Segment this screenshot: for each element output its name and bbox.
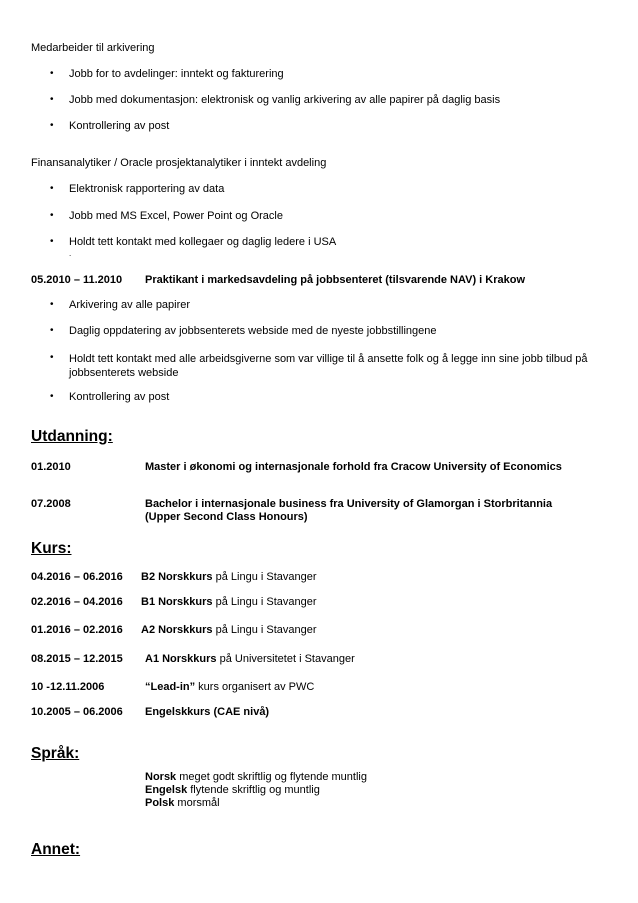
language-name: Norsk [145,771,177,783]
job1-title: Medarbeider til arkivering [31,42,155,54]
course-date: 10 -12.11.2006 [31,681,105,693]
education-date: 01.2010 [31,461,71,473]
language-entry [145,784,320,796]
job2-bullet: Elektronisk rapportering av data [69,183,225,195]
course-name: Engelskkurs (CAE nivå) [145,706,270,718]
course-date: 02.2016 – 04.2016 [31,596,123,608]
education-heading: Utdanning: [31,428,113,445]
bullet-icon: • [50,299,54,310]
job3-dates: 05.2010 – 11.2010 [31,274,123,286]
language-level: flytende skriftlig og muntlig [187,784,320,796]
job2-title: Finansanalytiker / Oracle prosjektanalytiker i inntekt avdeling [31,157,327,169]
course-name: “Lead-in” [145,681,196,693]
job1-bullet: Jobb for to avdelinger: inntekt og fakturering [69,68,284,80]
job3-bullet: Holdt tett kontakt med alle arbeidsgiverne som var villige til å ansette folk og å legge inn sine jobb tilbud på jobbsenterets webside [69,353,588,379]
job2-bullet: Jobb med MS Excel, Power Point og Oracle [69,210,283,222]
course-name: A1 Norskkurs [145,653,217,665]
other-heading: Annet: [31,841,81,858]
course-name: B2 Norskkurs [141,571,213,583]
course-entry [141,596,317,608]
course-detail: kurs organisert av PWC [195,681,315,693]
course-entry [141,624,317,636]
bullet-icon: • [50,120,54,131]
course-date: 08.2015 – 12.2015 [31,653,123,665]
course-detail: på Universitetet i Stavanger [216,653,355,665]
education-text: Bachelor i internasjonale business fra University of Glamorgan i Storbritannia (Upper Second Class Honours) [145,498,553,523]
job3-bullet: Daglig oppdatering av jobbsenterets webside med de nyeste jobbstillingene [69,325,437,337]
bullet-icon: • [50,210,54,221]
language-level: meget godt skriftlig og flytende muntlig [176,771,367,783]
bullet-icon: • [50,68,54,79]
job3-bullet: Kontrollering av post [69,391,170,403]
course-name: B1 Norskkurs [141,596,213,608]
languages-heading: Språk: [31,745,80,762]
job3-bullet: Arkivering av alle papirer [69,299,191,311]
bullet-icon: • [50,183,54,194]
course-date: 04.2016 – 06.2016 [31,571,123,583]
job1-bullet: Jobb med dokumentasjon: elektronisk og vanlig arkivering av alle papirer på daglig basis [69,94,501,106]
language-entry [145,771,367,783]
job2-bullet: Holdt tett kontakt med kollegaer og daglig ledere i USA [69,236,337,248]
course-entry [145,706,269,718]
course-date: 01.2016 – 02.2016 [31,624,123,636]
bullet-icon: • [50,325,54,336]
language-entry [145,797,220,809]
course-entry [145,681,314,693]
education-date: 07.2008 [31,498,71,510]
bullet-icon: • [50,352,54,363]
job1-bullet: Kontrollering av post [69,120,170,132]
bullet-icon: • [50,94,54,105]
course-detail: på Lingu i Stavanger [212,571,317,583]
language-name: Polsk [145,797,175,809]
bullet-icon: • [50,391,54,402]
trailing-mark: . [69,249,72,258]
education-text: Master i økonomi og internasjonale forhold fra Cracow University of Economics [145,461,562,473]
bullet-icon: • [50,236,54,247]
course-date: 10.2005 – 06.2006 [31,706,123,718]
course-entry [141,571,317,583]
language-level: morsmål [174,797,220,809]
courses-heading: Kurs: [31,540,72,557]
course-detail: på Lingu i Stavanger [212,596,317,608]
course-detail: på Lingu i Stavanger [212,624,317,636]
course-entry [145,653,355,665]
job3-title: Praktikant i markedsavdeling på jobbsenteret (tilsvarende NAV) i Krakow [145,274,526,286]
language-name: Engelsk [145,784,188,796]
course-name: A2 Norskkurs [141,624,213,636]
